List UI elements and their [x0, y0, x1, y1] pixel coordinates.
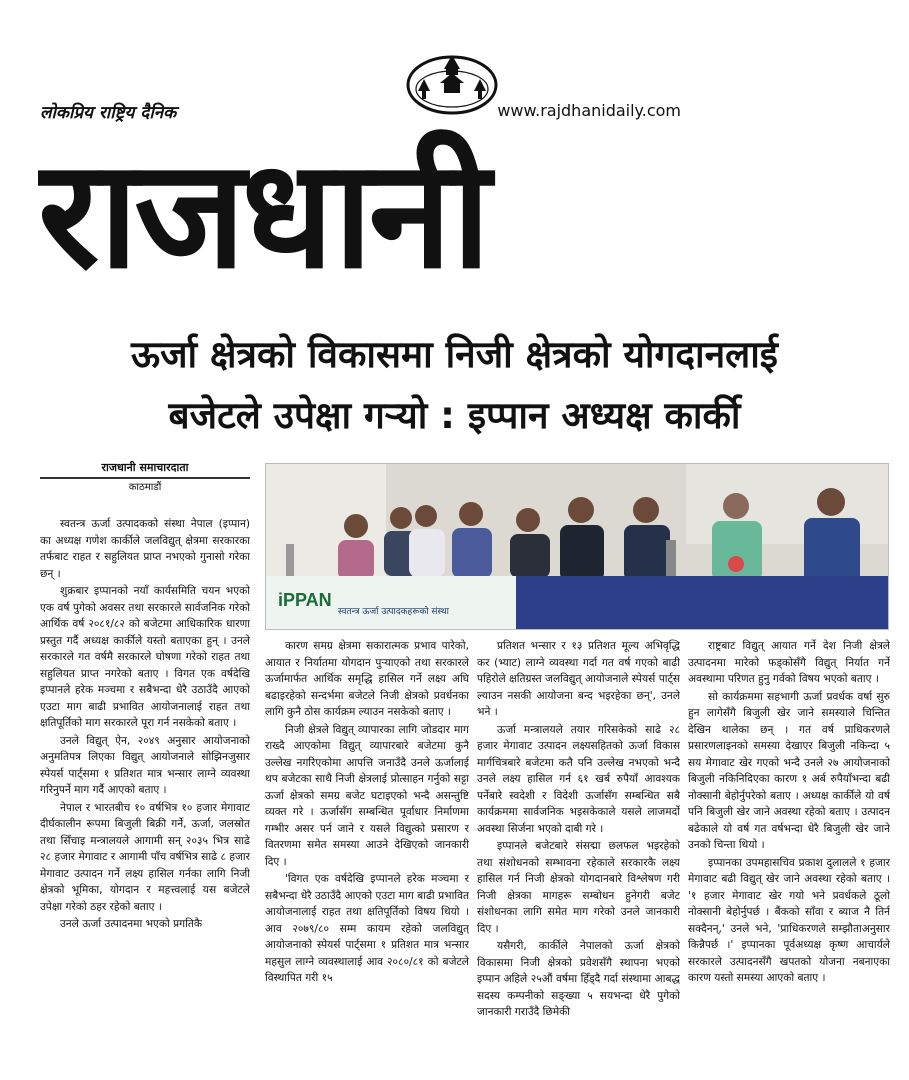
article-column-3	[477, 638, 680, 1076]
paragraph: राष्ट्रबाट विद्युत् आयात गर्ने देश निजी क्षेत्रले उत्पादनमा मारेको फड्कोसँगै विद्युत् निर्यात गर्ने अवस्थामा परिणत हुनु गर्वको विषय भएको बताए ।	[688, 640, 890, 685]
paragraph: स्वतन्त्र ऊर्जा उत्पादकको संस्था नेपाल (इप्पान) का अध्यक्ष गणेश कार्कीले जलविद्युत् क्षेत्रमा सरकारका तर्फबाट राहत र सहुलियत प्राप्त नभएको गुनासो गरेका छन् ।	[40, 518, 250, 580]
paragraph: प्रतिशत भन्सार र १३ प्रतिशत मूल्य अभिवृद्धि कर (भ्याट) लाग्ने व्यवस्था गर्दा गत वर्ष गएको बाढी पहिरोले क्षतिग्रस्त जलविद्युत् आयोजनाले स्पेयर्स पार्ट्स ल्याउन नसकी आयोजना बन्द भइरहेका छन्', उनले भने ।	[477, 640, 680, 718]
paragraph: कारण समग्र क्षेत्रमा सकारात्मक प्रभाव पारेको, आयात र निर्यातमा योगदान पुर्‍याएको तथा सरकारले ऊर्जामार्फत आर्थिक समृद्धि हासिल गर्ने लक्ष्य अघि बढाइरहेको सन्दर्भमा बजेटले निजी क्षेत्रको प्रवर्धनका लागि कुनै ठोस कार्यक्रम ल्याउन नसकेको बताए ।	[265, 640, 469, 718]
paragraph: उनले विद्युत् ऐन, २०४९ अनुसार आयोजनाको अनुमतिपत्र लिएका विद्युत् आयोजनाले सोझिनजुसार स्पेयर्स पार्ट्समा १ प्रतिशत मात्र भन्सार लाग्ने व्यवस्था गरिनुपर्ने माग गर्दै आएको बताए ।	[40, 734, 250, 796]
masthead-title: राजधानी	[38, 128, 487, 302]
paragraph: उनले ऊर्जा उत्पादनमा भएको प्रगतिकै	[60, 918, 203, 930]
article-column-1	[40, 516, 250, 1076]
paragraph: निजी क्षेत्रले विद्युत् व्यापारका लागि जोडदार माग राख्दै आएकोमा विद्युत् व्यापारबारे बजेटमा कुनै उल्लेख नगरिएकोमा आपत्ति जनाउँदै उनले ऊर्जालाई थप बजेटका साथै निजी क्षेत्रलाई प्रोत्साहन गर्नुको सट्टा ऊर्जा क्षेत्रको समग्र बजेट घटाइएको भन्दै असन्तुष्टि व्यक्त गरे । ऊर्जासँग सम्बन्धित पूर्वाधार निर्माणमा गम्भीर असर पर्न जाने र यसले विद्युत्को प्रसारण र वितरणमा समेत समस्या आउने देखिएको जानकारी दिए ।	[265, 723, 469, 868]
article-column-4	[688, 638, 890, 1076]
press-conference-photo	[265, 463, 889, 630]
byline-place: काठमाडौं	[128, 482, 162, 493]
article-column-2	[265, 638, 469, 1076]
photo-banner-subtext: स्वतन्त्र ऊर्जा उत्पादकहरूको संस्था	[338, 607, 449, 617]
headline-line-2: बजेटले उपेक्षा गर्‍यो : इप्पान अध्यक्ष कार्की	[168, 394, 741, 437]
paragraph: नेपाल र भारतबीच १० वर्षभित्र १० हजार मेगावाट दीर्घकालीन रूपमा बिजुली बिक्री गर्ने, ऊर्जा, जलस्रोत तथा सिँचाइ मन्त्रालयले आगामी सन् २०३५ भित्र साढे २८ हजार मेगावाट र आगामी पाँच वर्षभित्र साढे ८ हजार मेगावाट उत्पादन गर्ने लक्ष्य हासिल गर्नका लागि निजी क्षेत्रको भूमिका, योगदान र महत्त्वलाई यस बजेटले उपेक्षा गरेको ठहर रहेको बताए ।	[40, 801, 250, 913]
paragraph: इप्पानले बजेटबारे संसद्मा छलफल भइरहेको तथा संशोधनको सम्भावना रहेकाले सरकारकै लक्ष्य हासिल गर्न निजी क्षेत्रको योगदानबारे विश्लेषण गरी निजी क्षेत्रका मागहरू सम्बोधन हुनेगरी बजेट संशोधनका लागि समेत माग गरेको उनले जानकारी दिए ।	[477, 840, 680, 935]
paragraph: शुक्रबार इप्पानको नयाँ कार्यसमिति चयन भएको एक वर्ष पुगेको अवसर तथा सरकारले सार्वजनिक गरेको आर्थिक वर्ष २०८१/८२ को बजेटमा आधिकारिक धारणा प्रस्तुत गर्दै अध्यक्ष कार्कीले यस्तो बताएका हुन् । उनले सरकारले गत वर्षमै सरकारले घोषणा गरेको राहत तथा सहुलियत प्राप्त नगरेको बताए । विगत एक वर्षदेखि इप्पानले हरेक मञ्चमा र सबैभन्दा धेरै उठाउँदै आएको एउटा माग बाढी प्रभावित आयोजनालाई राहत तथा क्षतिपूर्तिको माग सरकारले पूरा गर्न नसकेको बताए ।	[40, 585, 250, 729]
temple-emblem-icon	[406, 49, 498, 115]
paragraph: सो कार्यक्रममा सहभागी ऊर्जा प्रवर्धक वर्षा सुरु हुन लागेसँगै बिजुली खेर जाने समस्याले चिन्तित देखिन थालेका छन् । गत वर्ष प्राधिकरणले प्रसारणलाइनको समस्या देखाएर बिजुली नकिन्दा ५ सय मेगावाट खेर गएको भन्दै उनले २७ आयोजनाको बिजुली नकिनिदिएका कारण १ अर्ब रुपैयाँभन्दा बढी नोक्सानी बेहोर्नुपरेको बताए । अध्यक्ष कार्कीले यो वर्ष पनि बिजुली खेर जाने अवस्था रहेको बताए । उत्पादन बढेकाले यो वर्ष गत वर्षभन्दा धेरै बिजुली खेर जाने उनको चिन्ता थियो ।	[688, 690, 890, 851]
paragraph: 'विगत एक वर्षदेखि इप्पानले हरेक मञ्चमा र सबैभन्दा धेरै उठाउँदै आएको एउटा माग बाढी प्रभावित आयोजनालाई राहत तथा क्षतिपूर्तिको विषय थियो । आव २०७९/८० सम्म कायम रहेको जलविद्युत् आयोजनाको स्पेयर्स पार्ट्समा १ प्रतिशत मात्र भन्सार महसुल लाग्ने व्यवस्थालाई आव २०८०/८१ को बजेटले विस्थापित गरी १५	[265, 873, 469, 984]
photo-banner-logo: iPPAN	[278, 590, 332, 610]
byline-author: राजधानी समाचारदाता	[40, 460, 250, 479]
masthead-tagline: लोकप्रिय राष्ट्रिय दैनिक	[40, 103, 177, 123]
headline-line-1: ऊर्जा क्षेत्रको विकासमा निजी क्षेत्रको योगदानलाई	[131, 333, 778, 376]
paragraph: इप्पानका उपमहासचिव प्रकाश दुलालले १ हजार मेगावाट बढी विद्युत् खेर जाने अवस्था रहेको बताए । '१ हजार मेगावाट खेर गयो भने प्रवर्धकले ठूलो नोक्सानी बेहोर्नुपर्छ । बैंकको साँवा र ब्याज नै तिर्न सक्दैनन्,' उनले भने, 'प्राधिकरणले सम्झौताअनुसार किन्नैपर्छ ।' इप्पानका पूर्वअध्यक्ष कृष्ण आचार्यले सरकारले उत्पादनसँगै खपतको योजना नबनाएका कारण यस्तो समस्या आएको बताए ।	[688, 856, 890, 984]
photo-illustration	[266, 464, 888, 629]
paragraph: ऊर्जा मन्त्रालयले तयार गरिसकेको साढे २८ हजार मेगावाट उत्पादन लक्ष्यसहितको ऊर्जा विकास मार्गचित्रबारे बजेटमा कतै पनि उल्लेख नभएको भन्दै उनले लक्ष्य हासिल गर्न ६१ खर्ब रुपैयाँ आवश्यक पर्नेबारे स्वदेशी र विदेशी ऊर्जासँग सम्बन्धित सबै कार्यक्रममा सार्वजनिक भइसकेकाले यसले लाजमर्दो अवस्था सिर्जना भएको दाबी गरे ।	[477, 723, 680, 835]
paragraph: यसैगरी, कार्कीले नेपालको ऊर्जा क्षेत्रको विकासमा निजी क्षेत्रको प्रवेशसँगै स्थापना भएको इप्पान अहिले २५औं वर्षमा हिँड्दै गर्दा संस्थामा आबद्ध सदस्य कम्पनीको सङ्ख्या ५ सयभन्दा धेरै पुगेको जानकारी गराउँदै छिमेकी	[477, 940, 680, 1018]
website-url[interactable]: www.rajdhanidaily.com	[497, 101, 681, 120]
